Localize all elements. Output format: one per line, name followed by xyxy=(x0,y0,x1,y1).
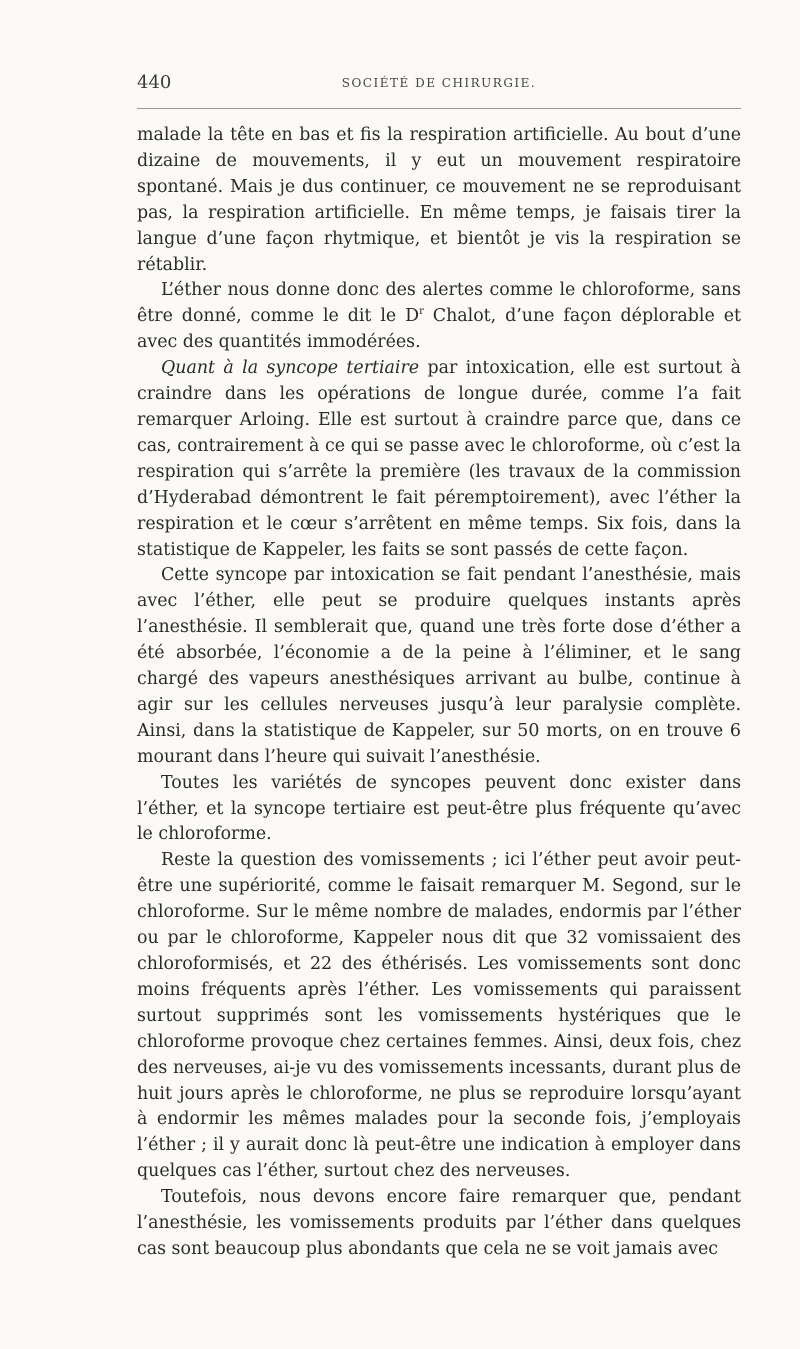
paragraph-2-text-end: Chalot, d’une façon déplorable et avec des quantités immodérées. xyxy=(137,306,741,353)
paragraph-5: Toutes les variétés de syncopes peuvent donc exister dans l’éther, et la syncope tertiaire est peut-être plus fréquente qu’avec le chloroforme. xyxy=(137,772,741,845)
paragraph-6: Reste la question des vomissements ; ici l’éther peut avoir peut-être une supériorité, comme le faisait remarquer M. Segond, sur le chloroforme. Sur le même nombre de malades, endormis par l’éther ou par le chloroforme, Kappeler nous dit que 32 vomissaient des chloroformisés, et 22 des éthérisés. Les vomissements sont donc moins fréquents après l’éther. Les vomissements qui paraissent surtout supprimés sont les vomissements hystériques que le chloroforme provoque chez certaines femmes. Ainsi, deux fois, chez des nerveuses, ai-je vu des vomissements incessants, durant plus de huit jours après le chloroforme, ne plus se reproduire lorsqu’ayant à endormir les mêmes malades pour la seconde fois, j’employais l’éther ; il y aurait donc là peut-être une indication à employer dans quelques cas l’éther, surtout chez des nerveuses. xyxy=(137,850,741,1182)
italic-phrase: Quant à la syncope tertiaire xyxy=(161,358,420,379)
body-text xyxy=(137,123,741,1263)
paragraph-2-text: L’éther nous donne donc des alertes comme le chloroforme, sans être donné, comme le dit le D xyxy=(137,280,741,327)
paragraph-4: Cette syncope par intoxication se fait pendant l’anesthésie, mais avec l’éther, elle peut se produire quelques instants après l’anesthésie. Il semblerait que, quand une très forte dose d’éther a été absorbée, l’économie a de la peine à l’éliminer, et le sang chargé des vapeurs anesthésiques arrivant au bulbe, continue à agir sur les cellules nerveuses jusqu’à leur paralysie complète. Ainsi, dans la statistique de Kappeler, sur 50 morts, on en trouve 6 mourant dans l’heure qui suivait l’anesthésie. xyxy=(137,565,741,767)
doctor-superscript: r xyxy=(419,306,424,318)
paragraph-1: malade la tête en bas et fis la respiration artificielle. Au bout d’une dizaine de mouvements, il y eut un mouvement respiratoire spontané. Mais je dus continuer, ce mouvement ne se reproduisant pas, la respiration artificielle. En même temps, je faisais tirer la langue d’une façon rhytmique, et bientôt je vis la respiration se rétablir. xyxy=(137,125,741,275)
page-number: 440 xyxy=(137,72,172,93)
paragraph-2 xyxy=(137,278,741,356)
paragraph-3 xyxy=(137,356,741,563)
paragraph-7: Toutefois, nous devons encore faire remarquer que, pendant l’anesthésie, les vomissements produits par l’éther dans quelques cas sont beaucoup plus abondants que cela ne se voit jamais avec xyxy=(137,1187,741,1259)
paragraph-3-text: par intoxication, elle est surtout à craindre dans les opérations de longue durée, comme l’a fait remarquer Arloing. Elle est surtout à craindre parce que, dans ce cas, contrairement à ce qui se passe avec le chloroforme, où c’est la respiration qui s’arrête la première (les travaux de la commission d’Hyderabad démontrent le fait péremptoirement), avec l’éther la respiration et le cœur s’arrêtent en même temps. Six fois, dans la statistique de Kappeler, les faits se sont passés de cette façon. xyxy=(137,358,741,560)
page-header xyxy=(137,72,741,102)
running-head: SOCIÉTÉ DE CHIRURGIE. xyxy=(341,76,537,90)
header-rule xyxy=(137,108,741,109)
